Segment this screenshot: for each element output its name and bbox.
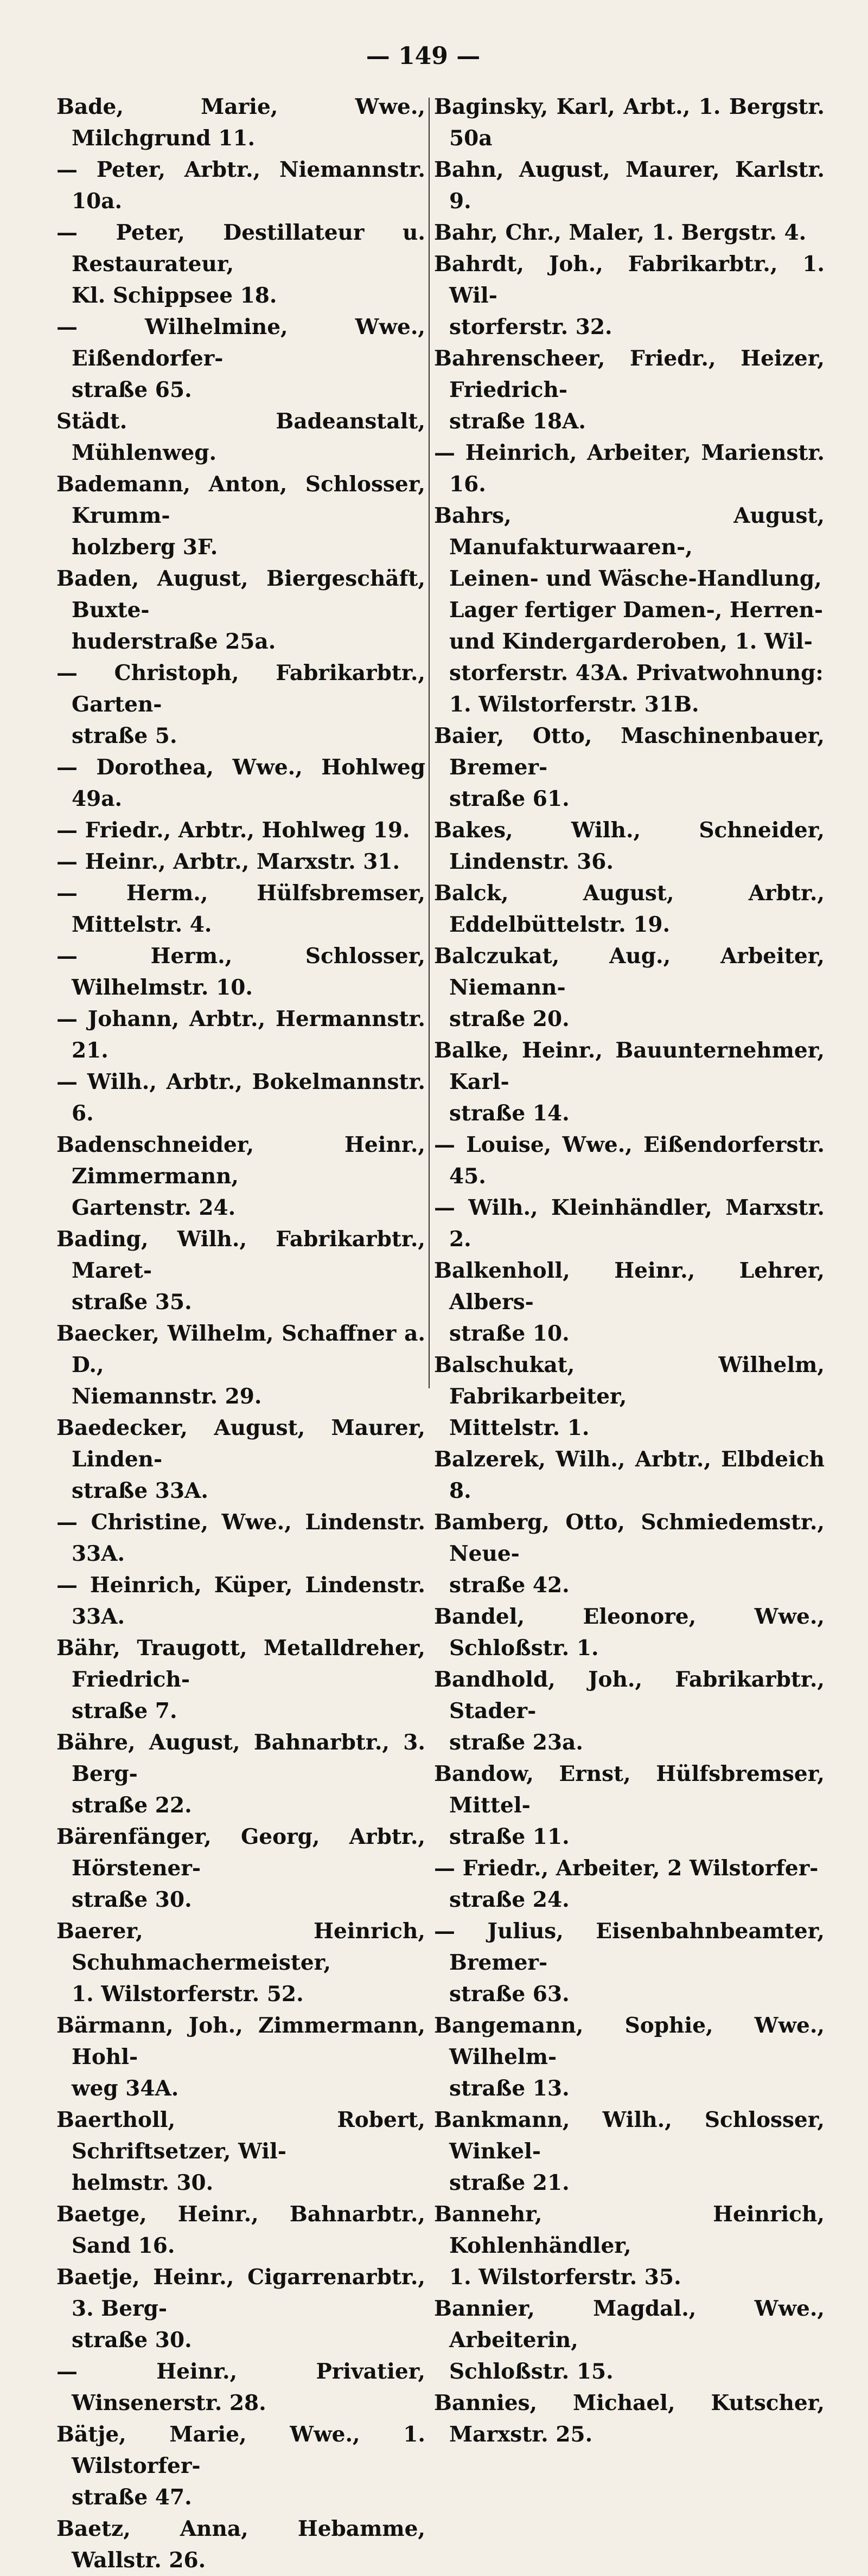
directory-entry: Baertholl, Robert, Schriftsetzer, Wil- helmstr. 30. bbox=[56, 2107, 425, 2195]
directory-entry: — Friedr., Arbeiter, 2 Wilstorfer- straße 24. bbox=[434, 1856, 819, 1912]
directory-entry: — Herm., Schlosser, Wilhelmstr. 10. bbox=[56, 944, 425, 1000]
directory-entry: Bahr, Chr., Maler, 1. Bergstr. 4. bbox=[434, 220, 807, 245]
directory-entry: Baetz, Anna, Hebamme, Wallstr. 26. bbox=[56, 2516, 425, 2573]
directory-entry: Bannier, Magdal., Wwe., Arbeiterin, Schloßstr. 15. bbox=[434, 2296, 825, 2384]
directory-entry: Bandhold, Joh., Fabrikarbtr., Stader- straße 23a. bbox=[434, 1667, 825, 1755]
directory-entry: Bangemann, Sophie, Wwe., Wilhelm- straße 13. bbox=[434, 2013, 825, 2101]
directory-entry: Baetge, Heinr., Bahnarbtr., Sand 16. bbox=[56, 2202, 425, 2258]
directory-entry: Bannies, Michael, Kutscher, Marxstr. 25. bbox=[434, 2391, 825, 2447]
directory-entry: Bade, Marie, Wwe., Milchgrund 11. bbox=[56, 94, 425, 151]
directory-entry: Bähr, Traugott, Metalldreher, Friedrich- straße 7. bbox=[56, 1636, 425, 1723]
directory-entry: Balzerek, Wilh., Arbtr., Elbdeich 8. bbox=[434, 1447, 825, 1503]
directory-entry: Bahrs, August, Manufakturwaaren-, Leinen- und Wäsche-Handlung, Lager fertiger Damen-, Herren- und Kindergarderoben, 1. Wil- storferstr. 43A. Privatwohnung: 1. Wilstorferstr. 31B. bbox=[434, 503, 825, 717]
directory-entry: — Heinr., Arbtr., Marxstr. 31. bbox=[56, 849, 400, 874]
directory-entry: Baetje, Heinr., Cigarrenarbtr., 3. Berg- straße 30. bbox=[56, 2265, 425, 2353]
directory-entry: — Johann, Arbtr., Hermannstr. 21. bbox=[56, 1007, 425, 1063]
left-column bbox=[56, 91, 425, 2576]
directory-entry: — Heinrich, Küper, Lindenstr. 33A. bbox=[56, 1573, 425, 1629]
directory-entry: Bannehr, Heinrich, Kohlenhändler, 1. Wilstorferstr. 35. bbox=[434, 2202, 825, 2290]
directory-entry: Bading, Wilh., Fabrikarbtr., Maret- straße 35. bbox=[56, 1227, 425, 1315]
directory-entry: Bandow, Ernst, Hülfsbremser, Mittel- straße 11. bbox=[434, 1761, 825, 1849]
directory-entry: — Christoph, Fabrikarbtr., Garten- straße 5. bbox=[56, 661, 425, 748]
directory-entry: — Herm., Hülfsbremser, Mittelstr. 4. bbox=[56, 881, 425, 937]
directory-entry: — Heinrich, Arbeiter, Marienstr. 16. bbox=[434, 440, 825, 497]
directory-entry: Bahrenscheer, Friedr., Heizer, Friedrich- straße 18A. bbox=[434, 346, 825, 434]
directory-entry: Bätje, Marie, Wwe., 1. Wilstorfer- straße 47. bbox=[56, 2422, 425, 2510]
directory-entry: — Heinr., Privatier, Winsenerstr. 28. bbox=[56, 2359, 425, 2415]
directory-entry: Baerer, Heinrich, Schuhmachermeister, 1. Wilstorferstr. 52. bbox=[56, 1919, 425, 2007]
directory-entry: Balczukat, Aug., Arbeiter, Niemann- straße 20. bbox=[434, 944, 825, 1031]
directory-entry: Bärmann, Joh., Zimmermann, Hohl- weg 34A. bbox=[56, 2013, 425, 2101]
directory-entry: Baecker, Wilhelm, Schaffner a. D., Niemannstr. 29. bbox=[56, 1321, 425, 1409]
directory-entry: — Wilhelmine, Wwe., Eißendorfer- straße 65. bbox=[56, 315, 425, 402]
directory-entry: Bamberg, Otto, Schmiedemstr., Neue- straße 42. bbox=[434, 1510, 825, 1598]
directory-entry: — Peter, Destillateur u. Restaurateur, Kl. Schippsee 18. bbox=[56, 220, 425, 308]
page-number: — 149 — bbox=[366, 42, 481, 70]
directory-entry: Städt. Badeanstalt, Mühlenweg. bbox=[56, 409, 425, 465]
directory-entry: — Louise, Wwe., Eißendorferstr. 45. bbox=[434, 1132, 825, 1189]
directory-entry: — Peter, Arbtr., Niemannstr. 10a. bbox=[56, 157, 425, 214]
directory-entry: Bandel, Eleonore, Wwe., Schloßstr. 1. bbox=[434, 1604, 825, 1661]
directory-entry: Bahn, August, Maurer, Karlstr. 9. bbox=[434, 157, 825, 214]
directory-entry: — Friedr., Arbtr., Hohlweg 19. bbox=[56, 818, 410, 843]
directory-entry: Baedecker, August, Maurer, Linden- straße 33A. bbox=[56, 1415, 425, 1503]
directory-entry: Baier, Otto, Maschinenbauer, Bremer- straße 61. bbox=[434, 723, 825, 811]
directory-entry: Bankmann, Wilh., Schlosser, Winkel- straße 21. bbox=[434, 2107, 825, 2195]
directory-entry: Badenschneider, Heinr., Zimmermann, Gartenstr. 24. bbox=[56, 1132, 425, 1220]
directory-entry: — Julius, Eisenbahnbeamter, Bremer- straße 63. bbox=[434, 1919, 825, 2007]
directory-entry: Balschukat, Wilhelm, Fabrikarbeiter, Mittelstr. 1. bbox=[434, 1353, 825, 1440]
directory-entry: Bakes, Wilh., Schneider, Lindenstr. 36. bbox=[434, 818, 825, 874]
directory-entry: — Wilh., Kleinhändler, Marxstr. 2. bbox=[434, 1195, 825, 1252]
directory-entry: Baden, August, Biergeschäft, Buxte- huderstraße 25a. bbox=[56, 566, 425, 654]
column-divider bbox=[429, 98, 430, 1388]
directory-entry: Bademann, Anton, Schlosser, Krumm- holzberg 3F. bbox=[56, 472, 425, 560]
right-column bbox=[434, 91, 825, 2450]
directory-entry: Balkenholl, Heinr., Lehrer, Albers- straße 10. bbox=[434, 1258, 825, 1346]
directory-entry: Balke, Heinr., Bauunternehmer, Karl- straße 14. bbox=[434, 1038, 825, 1126]
directory-entry: — Christine, Wwe., Lindenstr. 33A. bbox=[56, 1510, 425, 1566]
directory-entry: — Dorothea, Wwe., Hohlweg 49a. bbox=[56, 755, 425, 811]
directory-entry: Baginsky, Karl, Arbt., 1. Bergstr. 50a bbox=[434, 94, 825, 151]
directory-entry: Bähre, August, Bahnarbtr., 3. Berg- straße 22. bbox=[56, 1730, 425, 1818]
directory-entry: Bärenfänger, Georg, Arbtr., Hörstener- straße 30. bbox=[56, 1824, 425, 1912]
directory-entry: — Wilh., Arbtr., Bokelmannstr. 6. bbox=[56, 1069, 425, 1126]
directory-entry: Bahrdt, Joh., Fabrikarbtr., 1. Wil- storferstr. 32. bbox=[434, 252, 825, 339]
directory-entry: Balck, August, Arbtr., Eddelbüttelstr. 19. bbox=[434, 881, 825, 937]
